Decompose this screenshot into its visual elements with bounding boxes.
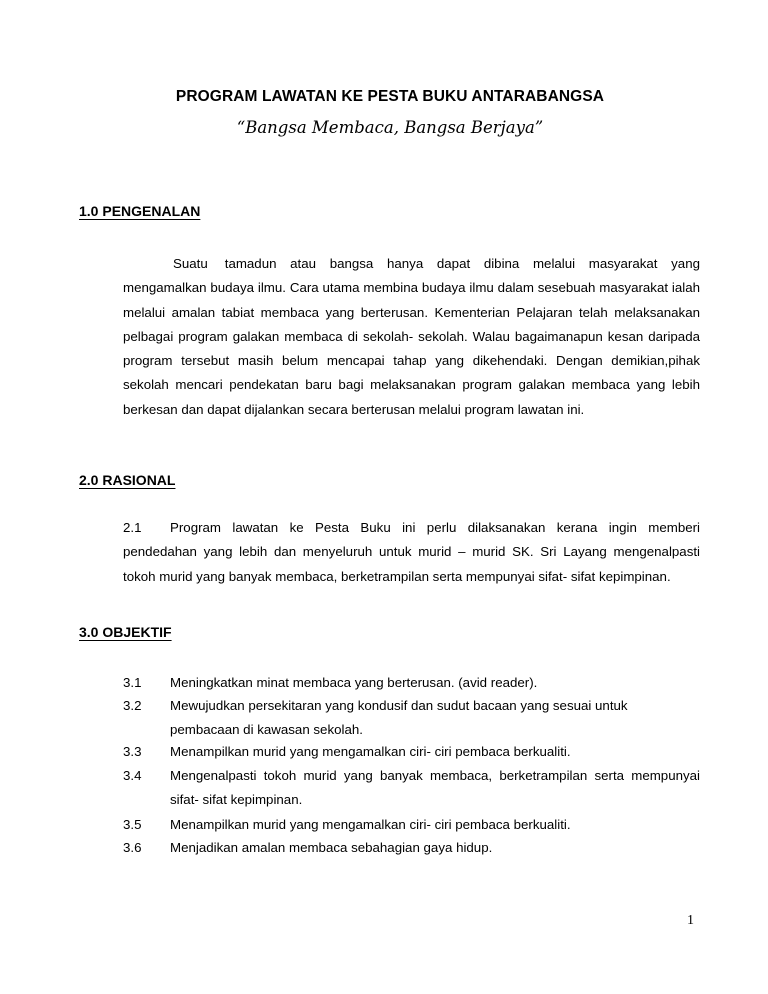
rasional-text: Program lawatan ke Pesta Buku ini perlu dilaksanakan kerana ingin memberi pendedahan yang lebih dan menyeluruh untuk murid – murid SK. Sri Layang mengenalpasti tokoh murid yang banyak membaca, berketrampilan serta mempunyai sifat- sifat kepimpinan. <box>123 520 700 584</box>
pengenalan-paragraph <box>123 252 700 422</box>
objective-text: Mewujudkan persekitaran yang kondusif dan sudut bacaan yang sesuai untuk pembacaan di kawasan sekolah. <box>170 698 628 737</box>
objective-item <box>123 671 700 695</box>
objective-item <box>123 740 700 764</box>
objective-number: 3.3 <box>123 744 142 759</box>
objective-text: Menampilkan murid yang mengamalkan ciri- ciri pembaca berkualiti. <box>170 744 571 759</box>
objective-item <box>123 764 700 811</box>
paragraph-first-word: Suatu <box>173 256 208 271</box>
rasional-paragraph <box>123 516 700 589</box>
rasional-number: 2.1 <box>123 520 142 535</box>
objective-number: 3.5 <box>123 817 142 832</box>
objective-number: 3.1 <box>123 675 142 690</box>
objective-item <box>123 694 700 741</box>
document-subtitle: “Bangsa Membaca, Bangsa Berjaya” <box>236 118 544 137</box>
objective-item <box>123 813 700 837</box>
objective-item <box>123 836 700 860</box>
objective-number: 3.6 <box>123 840 142 855</box>
document-title: PROGRAM LAWATAN KE PESTA BUKU ANTARABANGSA <box>175 88 605 105</box>
section-heading-pengenalan: 1.0 PENGENALAN <box>79 203 201 219</box>
paragraph-body: tamadun atau bangsa hanya dapat dibina melalui masyarakat yang mengamalkan budaya ilmu. Cara utama membina budaya ilmu dalam sesebuah masyarakat ialah melalui amalan tabiat membaca yang berterusan. Kementerian Pelajaran telah melaksanakan pelbagai program galakan membaca di sekolah- sekolah. Walau bagaimanapun kesan daripada program tersebut masih belum mencapai tahap yang dikehendaki. Dengan demikian,pihak sekolah mencari pendekatan baru bagi melaksanakan program galakan membaca yang lebih berkesan dan dapat dijalankan secara berterusan melalui program lawatan ini. <box>123 256 700 417</box>
objective-number: 3.2 <box>123 698 142 713</box>
page-number: 1 <box>687 913 694 928</box>
objective-number: 3.4 <box>123 768 142 783</box>
section-heading-objektif: 3.0 OBJEKTIF <box>79 624 172 640</box>
objective-text: Mengenalpasti tokoh murid yang banyak membaca, berketrampilan serta mempunyai sifat- sifat kepimpinan. <box>170 768 700 807</box>
objective-text: Menjadikan amalan membaca sebahagian gaya hidup. <box>170 840 493 855</box>
objective-text: Menampilkan murid yang mengamalkan ciri- ciri pembaca berkualiti. <box>170 817 571 832</box>
section-heading-rasional: 2.0 RASIONAL <box>79 472 176 488</box>
objective-text: Meningkatkan minat membaca yang berterusan. (avid reader). <box>170 675 538 690</box>
